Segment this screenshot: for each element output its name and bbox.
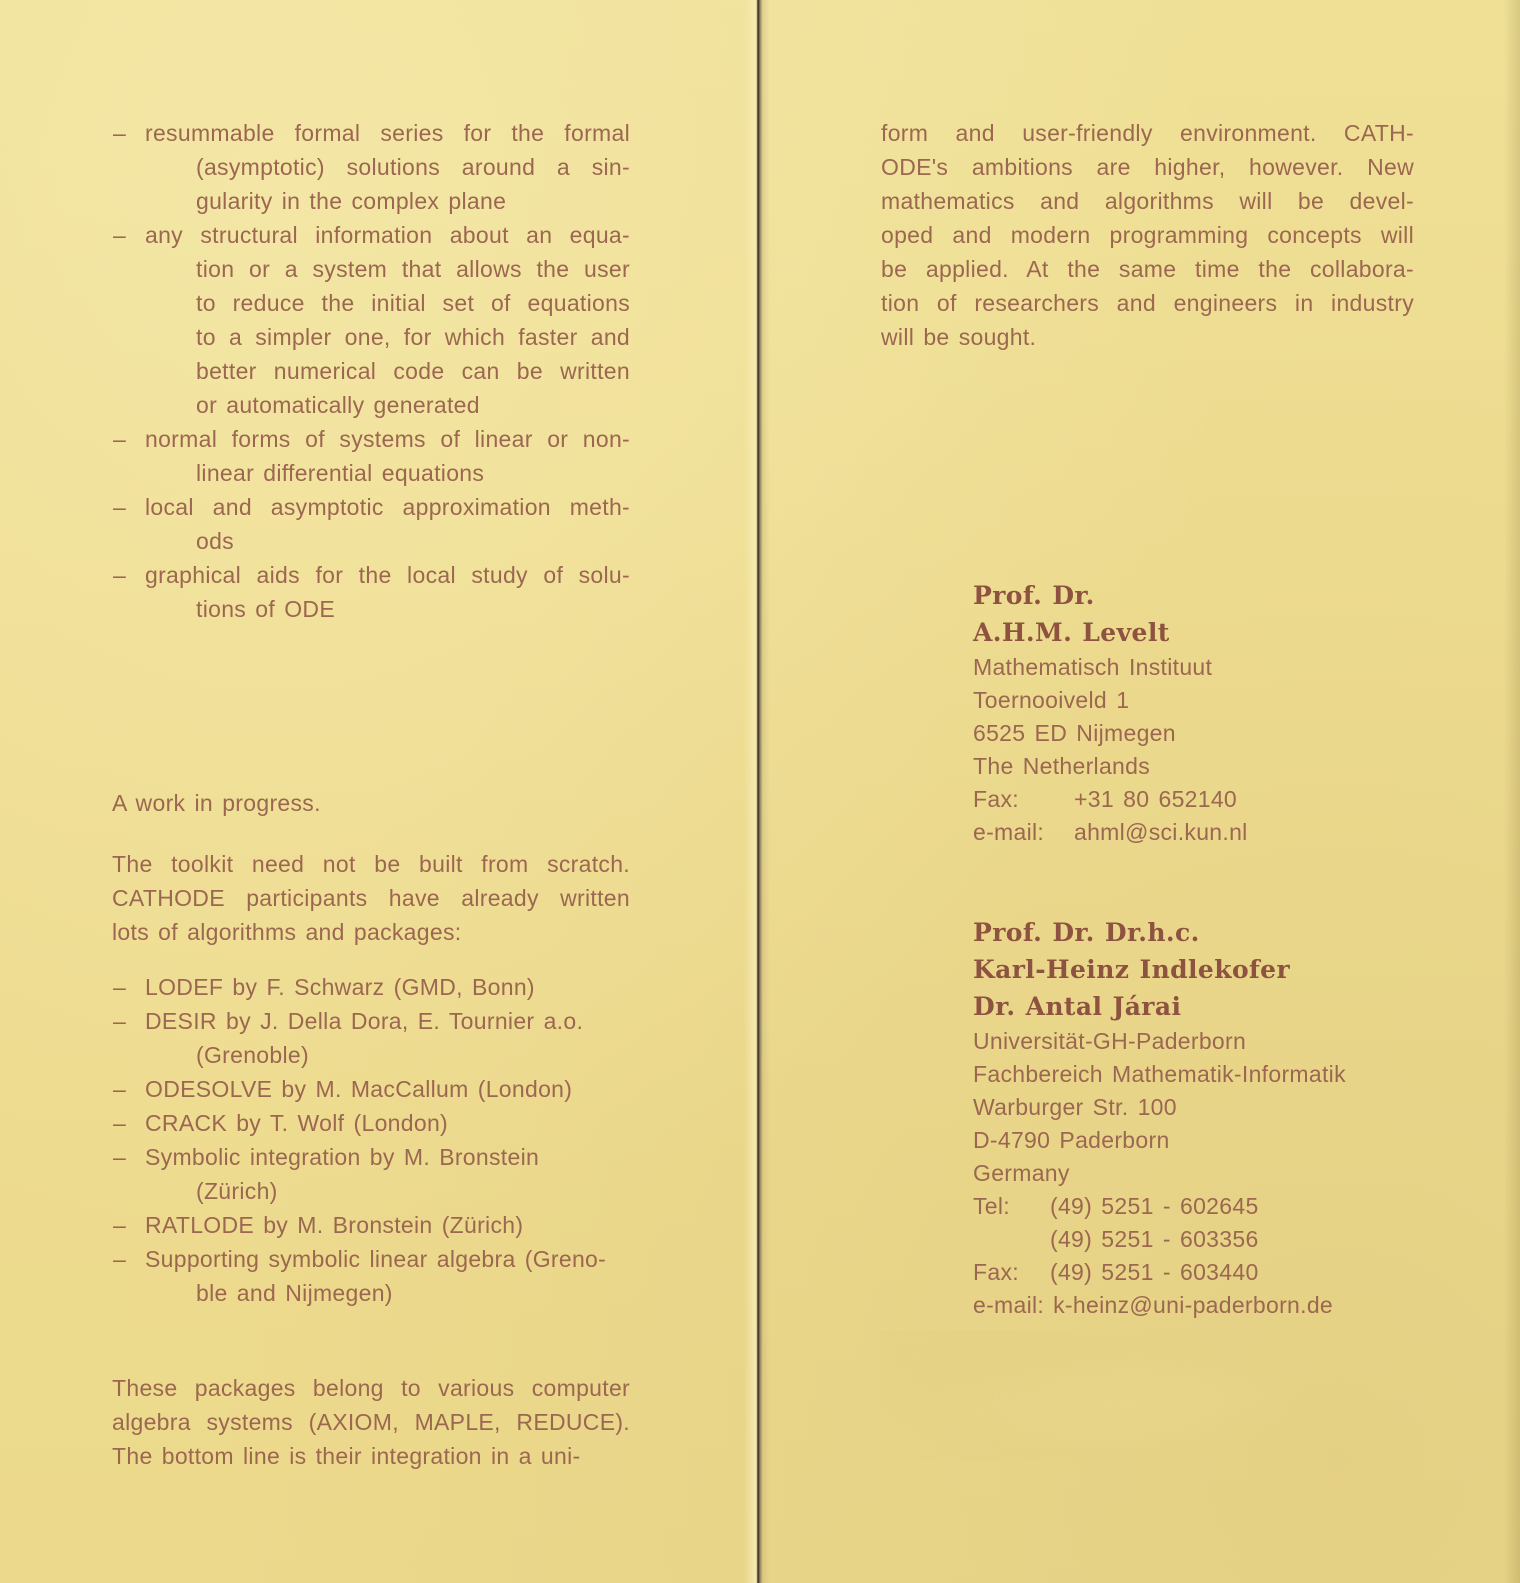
text-line: oped and modern programming concepts will <box>881 222 1414 248</box>
paper-right-edge-shadow <box>1504 0 1520 1583</box>
email-value: k-heinz@uni-paderborn.de <box>1053 1292 1334 1318</box>
bullet-dash: – <box>113 1076 126 1102</box>
text-line: D-4790 Paderborn <box>973 1127 1170 1153</box>
text-line: lots of algorithms and packages: <box>112 919 462 945</box>
feature-item-text <box>145 558 630 626</box>
text-line: The bottom line is their integration in a uni- <box>112 1443 581 1469</box>
work-in-progress-note <box>112 786 630 820</box>
text-line: ods <box>196 528 234 554</box>
tel-line-2 <box>973 1223 1473 1256</box>
text-line: Mathematisch Instituut <box>973 654 1213 680</box>
bullet-dash: – <box>113 1246 126 1272</box>
feature-list <box>112 116 630 626</box>
fax-line <box>973 783 1453 816</box>
package-item-text <box>145 970 630 1004</box>
text-line: DESIR by J. Della Dora, E. Tournier a.o. <box>145 1008 584 1034</box>
fax-value: +31 80 652140 <box>1074 786 1238 812</box>
bullet-dash: – <box>113 120 126 146</box>
bleed-through-marks <box>880 1330 1310 1460</box>
package-list <box>112 970 630 1310</box>
feature-item <box>112 422 630 490</box>
package-item <box>112 970 630 1004</box>
email-line <box>973 1289 1473 1322</box>
text-line: any structural information about an equa- <box>145 222 630 248</box>
contact-name-lines <box>973 577 1453 651</box>
text-line: Supporting symbolic linear algebra (Greno- <box>145 1246 607 1272</box>
text-line: The Netherlands <box>973 753 1151 779</box>
text-line: ODE's ambitions are higher, however. New <box>881 154 1414 180</box>
text-line: Universität-GH-Paderborn <box>973 1028 1247 1054</box>
bullet-dash: – <box>113 426 126 452</box>
tel-value-2: (49) 5251 - 603356 <box>1050 1226 1259 1252</box>
feature-item <box>112 558 630 626</box>
package-item <box>112 1140 630 1208</box>
text-line: (asymptotic) solutions around a sin- <box>196 154 630 180</box>
text-line: (Grenoble) <box>196 1042 309 1068</box>
package-item-text <box>145 1004 630 1072</box>
package-item-text <box>145 1140 630 1208</box>
center-fold-line <box>744 0 770 1583</box>
text-line: CRACK by T. Wolf (London) <box>145 1110 448 1136</box>
text-line: Warburger Str. 100 <box>973 1094 1177 1120</box>
text-line: ble and Nijmegen) <box>196 1280 393 1306</box>
text-line: tion of researchers and engineers in industry <box>881 290 1414 316</box>
tel-line <box>973 1190 1473 1223</box>
bullet-dash: – <box>113 1212 126 1238</box>
contact-name-lines <box>973 914 1473 1025</box>
tel-value: (49) 5251 - 602645 <box>1050 1193 1259 1219</box>
text-line: The toolkit need not be built from scratch. <box>112 851 630 877</box>
package-item <box>112 1106 630 1140</box>
text-line: These packages belong to various computer <box>112 1375 630 1401</box>
fax-label: Fax: <box>973 786 1019 812</box>
text-line: (Zürich) <box>196 1178 278 1204</box>
bullet-dash: – <box>113 222 126 248</box>
text-line: Germany <box>973 1160 1070 1186</box>
text-line: CATHODE participants have already written <box>112 885 630 911</box>
note-text: A work in progress. <box>112 790 321 816</box>
text-line: gularity in the complex plane <box>196 188 507 214</box>
text-line: Prof. Dr. Dr.h.c. <box>973 918 1200 947</box>
text-line: Toernooiveld 1 <box>973 687 1130 713</box>
bullet-dash: – <box>113 974 126 1000</box>
contact-card-levelt <box>973 577 1453 849</box>
contact-address-lines <box>973 1025 1473 1190</box>
email-label: e-mail: <box>973 1292 1045 1318</box>
feature-item <box>112 490 630 558</box>
text-line: form and user-friendly environment. CATH- <box>881 120 1414 146</box>
feature-item-text <box>145 116 630 218</box>
feature-item-text <box>145 422 630 490</box>
contact-address-lines <box>973 651 1453 783</box>
text-line: graphical aids for the local study of solu- <box>145 562 630 588</box>
text-line: resummable formal series for the formal <box>145 120 630 146</box>
feature-item <box>112 116 630 218</box>
contact-card-paderborn <box>973 914 1473 1322</box>
package-item-text <box>145 1072 630 1106</box>
text-line: to a simpler one, for which faster and <box>196 324 630 350</box>
text-line: tion or a system that allows the user <box>196 256 630 282</box>
email-line <box>973 816 1453 849</box>
package-item-text <box>145 1106 630 1140</box>
text-line: A.H.M. Levelt <box>973 618 1170 647</box>
email-value: ahml@sci.kun.nl <box>1074 819 1248 845</box>
fax-label: Fax: <box>973 1259 1019 1285</box>
text-line: local and asymptotic approximation meth- <box>145 494 630 520</box>
feature-item <box>112 218 630 422</box>
text-line: ODESOLVE by M. MacCallum (London) <box>145 1076 573 1102</box>
bullet-dash: – <box>113 1144 126 1170</box>
text-line: or automatically generated <box>196 392 480 418</box>
text-line: normal forms of systems of linear or non- <box>145 426 630 452</box>
fax-value: (49) 5251 - 603440 <box>1050 1259 1259 1285</box>
bullet-dash: – <box>113 494 126 520</box>
text-line: Prof. Dr. <box>973 581 1095 610</box>
feature-item-text <box>145 218 630 422</box>
tel-label: Tel: <box>973 1193 1010 1219</box>
text-line: will be sought. <box>881 324 1037 350</box>
package-item-text <box>145 1242 630 1310</box>
package-item <box>112 1072 630 1106</box>
package-item-text <box>145 1208 630 1242</box>
package-item <box>112 1004 630 1072</box>
text-line: to reduce the initial set of equations <box>196 290 630 316</box>
text-line: 6525 ED Nijmegen <box>973 720 1176 746</box>
toolkit-paragraph <box>112 847 630 949</box>
text-line: Symbolic integration by M. Bronstein <box>145 1144 540 1170</box>
text-line: algebra systems (AXIOM, MAPLE, REDUCE). <box>112 1409 630 1435</box>
text-line: be applied. At the same time the collabora- <box>881 256 1414 282</box>
fax-line <box>973 1256 1473 1289</box>
text-line: Dr. Antal Járai <box>973 992 1182 1021</box>
package-item <box>112 1208 630 1242</box>
intro-paragraph <box>881 116 1414 354</box>
text-line: RATLODE by M. Bronstein (Zürich) <box>145 1212 524 1238</box>
text-line: better numerical code can be written <box>196 358 630 384</box>
text-line: LODEF by F. Schwarz (GMD, Bonn) <box>145 974 535 1000</box>
email-label: e-mail: <box>973 819 1045 845</box>
text-line: tions of ODE <box>196 596 335 622</box>
package-item <box>112 1242 630 1310</box>
feature-item-text <box>145 490 630 558</box>
systems-paragraph <box>112 1371 630 1473</box>
text-line: Fachbereich Mathematik-Informatik <box>973 1061 1346 1087</box>
bullet-dash: – <box>113 1110 126 1136</box>
text-line: mathematics and algorithms will be devel- <box>881 188 1414 214</box>
bullet-dash: – <box>113 562 126 588</box>
text-line: linear differential equations <box>196 460 485 486</box>
text-line: Karl-Heinz Indlekofer <box>973 955 1291 984</box>
bullet-dash: – <box>113 1008 126 1034</box>
